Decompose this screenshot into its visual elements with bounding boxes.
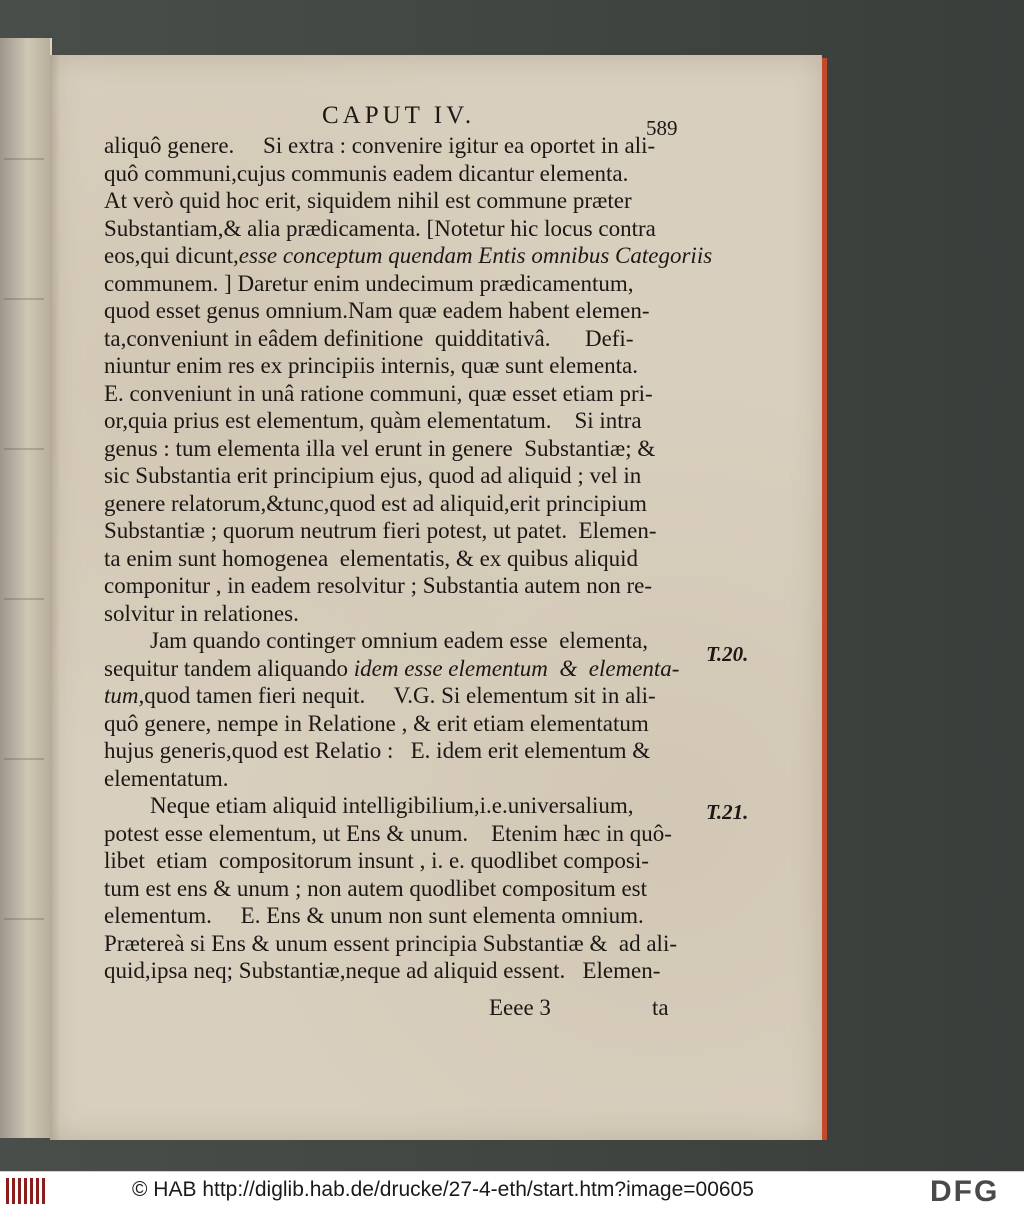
text-line: Neque etiam aliquid intelligibilium,i.e.universalium,	[104, 793, 634, 819]
body-text	[104, 132, 714, 985]
text-line: Jam quando contingет omnium eadem esse elementa,	[104, 628, 649, 654]
text-line: quid,ipsa neq; Substantiæ,neque ad aliquid essent. Elemen-	[104, 958, 661, 984]
signature-mark: Eeee 3	[489, 995, 551, 1020]
credit-link[interactable]: © HAB http://diglib.hab.de/drucke/27-4-eth/start.htm?image=00605	[132, 1178, 754, 1201]
text-span: quod tamen fieri nequit. V.G. Si elementum sit in ali-	[144, 683, 656, 709]
text-line: sic Substantia erit principium ejus, quod ad aliquid ; vel in	[104, 463, 642, 489]
text-line	[104, 242, 714, 270]
text-line: quod esset genus omnium.Nam quæ eadem habent elemen-	[104, 298, 650, 324]
text-line: At verò quid hoc erit, siquidem nihil est commune præter	[104, 188, 632, 214]
text-line: Substantiæ ; quorum neutrum fieri potest, ut patet. Elemen-	[104, 518, 657, 544]
running-head: CAPUT IV.	[322, 102, 476, 129]
text-line: quô communi,cujus communis eadem dicantur elementa.	[104, 160, 629, 186]
margin-note: T.21.	[706, 800, 749, 824]
text-line: niuntur enim res ex principiis internis, quæ sunt elementa.	[104, 353, 639, 379]
text-line: elementum. E. Ens & unum non sunt elementa omnium.	[104, 903, 644, 929]
text-line: componitur , in eadem resolvitur ; Substantia autem non re-	[104, 573, 653, 599]
text-span: eos,qui dicunt,	[104, 243, 239, 269]
dfg-logo: DFG	[930, 1175, 1000, 1208]
text-line: Substantiam,& alia prædicamenta. [Notetur hic locus contra	[104, 215, 656, 241]
footer-bar	[0, 1171, 1024, 1210]
margin-note: T.20.	[706, 642, 749, 666]
text-line: tum est ens & unum ; non autem quodlibet compositum est	[104, 875, 648, 901]
text-line: Prætereà si Ens & unum essent principia Substantiæ & ad ali-	[104, 930, 678, 956]
text-line	[104, 682, 714, 710]
text-line: genere relatorum,&tunc,quod est ad aliquid,erit principium	[104, 490, 647, 516]
text-line: ta,conveniunt in eâdem definitione quidditativâ. Defi-	[104, 325, 634, 351]
text-line: E. conveniunt in unâ ratione communi, quæ esset etiam pri-	[104, 380, 653, 406]
facing-page-edge	[0, 38, 52, 1138]
hab-logo-icon	[6, 1178, 48, 1204]
text-line: ta enim sunt homogenea elementatis, & ex quibus aliquid	[104, 545, 638, 571]
text-line: potest esse elementum, ut Ens & unum. Etenim hæc in quô-	[104, 820, 672, 846]
text-line: elementatum.	[104, 765, 229, 791]
text-line: communem. ] Daretur enim undecimum prædicamentum,	[104, 270, 634, 296]
text-line: or,quia prius est elementum, quàm elementatum. Si intra	[104, 408, 642, 434]
text-line: genus : tum elementa illa vel erunt in genere Substantiæ; &	[104, 435, 656, 461]
italic-span: idem esse elementum & elementa-	[353, 655, 680, 681]
catchword: ta	[652, 995, 669, 1020]
text-line: hujus generis,quod est Relatio : E. idem erit elementum &	[104, 738, 651, 764]
text-line: solvitur in relationes.	[104, 600, 299, 626]
italic-span: tum,	[104, 683, 145, 709]
text-span: sequitur tandem aliquando	[104, 655, 354, 681]
catchword-line	[104, 995, 714, 1023]
text-line	[104, 655, 714, 683]
page-number: 589	[646, 116, 678, 140]
text-line: libet etiam compositorum insunt , i. e. quodlibet composi-	[104, 848, 649, 874]
red-page-edge	[822, 58, 827, 1140]
text-line: quô genere, nempe in Relatione , & erit etiam elementatum	[104, 710, 649, 736]
text-line: aliquô genere. Si extra : convenire igitur ea oportet in ali-	[104, 133, 656, 158]
italic-span: esse conceptum quendam Entis omnibus Categoriis	[238, 243, 713, 269]
